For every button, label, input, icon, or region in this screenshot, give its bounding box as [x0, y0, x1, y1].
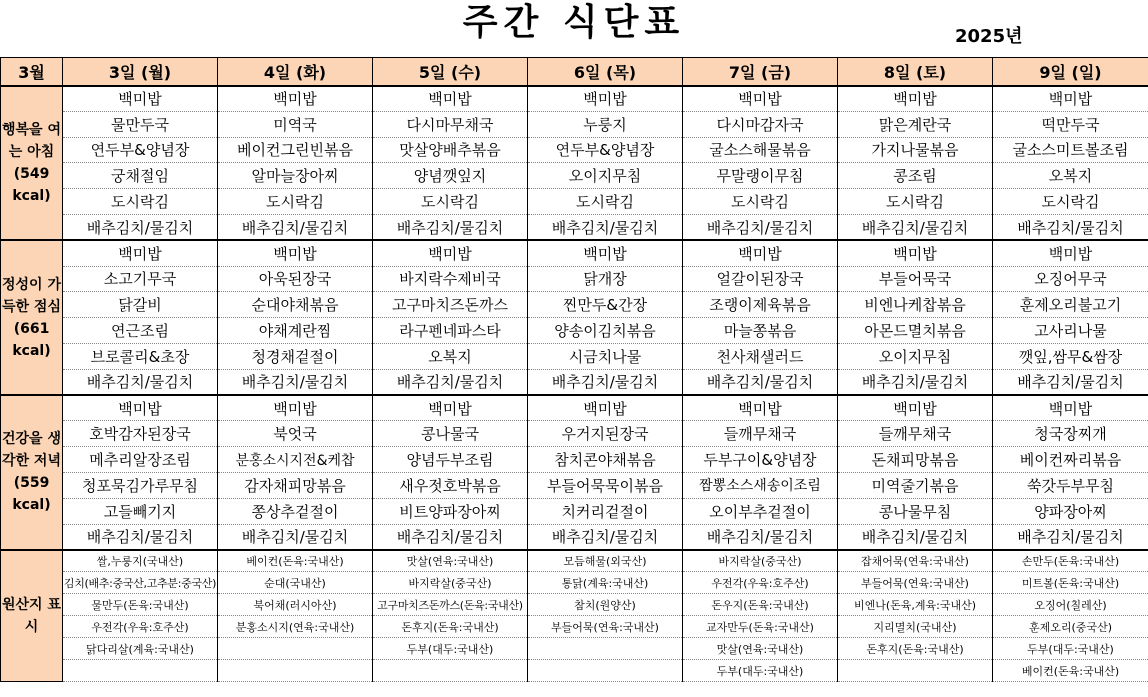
breakfast-item: 도시락김	[63, 189, 218, 215]
origin-item: 닭다리살(계육:국내산)	[63, 638, 218, 660]
lunch-row	[1, 343, 1148, 369]
breakfast-item: 배추김치/물김치	[63, 214, 218, 240]
breakfast-row	[1, 214, 1148, 240]
dinner-row	[1, 524, 1148, 550]
day-header: 9일 (일)	[993, 58, 1148, 86]
dinner-item: 콩나물무침	[838, 498, 993, 524]
origin-row	[1, 594, 1148, 616]
breakfast-item: 알마늘장아찌	[218, 163, 373, 189]
breakfast-item: 백미밥	[993, 86, 1148, 112]
lunch-item: 고구마치즈돈까스	[373, 292, 528, 318]
origin-item: 손만두(돈육:국내산)	[993, 550, 1148, 572]
dinner-item: 양파장아찌	[993, 498, 1148, 524]
breakfast-item: 배추김치/물김치	[373, 214, 528, 240]
day-header: 8일 (토)	[838, 58, 993, 86]
breakfast-item: 연두부&양념장	[63, 137, 218, 163]
breakfast-item: 물만두국	[63, 111, 218, 137]
dinner-item: 백미밥	[373, 395, 528, 421]
breakfast-item: 백미밥	[838, 86, 993, 112]
breakfast-item: 가지나물볶음	[838, 137, 993, 163]
dinner-item: 배추김치/물김치	[528, 524, 683, 550]
breakfast-item: 배추김치/물김치	[838, 214, 993, 240]
lunch-item: 백미밥	[63, 240, 218, 266]
breakfast-item: 배추김치/물김치	[218, 214, 373, 240]
origin-row	[1, 638, 1148, 660]
origin-item: 비엔나(돈육,계육:국내산)	[838, 594, 993, 616]
origin-item: 참치(원양산)	[528, 594, 683, 616]
origin-item: 우전각(우육:호주산)	[63, 616, 218, 638]
origin-item	[218, 638, 373, 660]
breakfast-item: 백미밥	[373, 86, 528, 112]
origin-item: 바지락살(중국산)	[373, 572, 528, 594]
breakfast-item: 다시마감자국	[683, 111, 838, 137]
origin-row	[1, 550, 1148, 572]
lunch-item: 배추김치/물김치	[838, 369, 993, 395]
lunch-row	[1, 240, 1148, 266]
lunch-item: 배추김치/물김치	[373, 369, 528, 395]
dinner-item: 부들어묵묵이볶음	[528, 472, 683, 498]
breakfast-item: 무말랭이무침	[683, 163, 838, 189]
lunch-row	[1, 369, 1148, 395]
lunch-item: 깻잎,쌈무&쌈장	[993, 343, 1148, 369]
lunch-item: 브로콜리&초장	[63, 343, 218, 369]
lunch-item: 순대야채볶음	[218, 292, 373, 318]
origin-item: 오징어(칠레산)	[993, 594, 1148, 616]
lunch-item: 백미밥	[993, 240, 1148, 266]
origin-item: 잡채어묵(연육:국내산)	[838, 550, 993, 572]
dinner-item: 백미밥	[993, 395, 1148, 421]
lunch-item: 아욱된장국	[218, 266, 373, 292]
dinner-item: 고들빼기지	[63, 498, 218, 524]
dinner-item: 새우젓호박볶음	[373, 472, 528, 498]
lunch-item: 얼갈이된장국	[683, 266, 838, 292]
lunch-item: 라구펜네파스타	[373, 318, 528, 344]
dinner-item: 오이부추겉절이	[683, 498, 838, 524]
dinner-item: 미역줄기볶음	[838, 472, 993, 498]
dinner-item: 쑥갓두부무침	[993, 472, 1148, 498]
breakfast-item: 배추김치/물김치	[683, 214, 838, 240]
breakfast-row	[1, 163, 1148, 189]
origin-item: 미트볼(돈육:국내산)	[993, 572, 1148, 594]
dinner-item: 청포묵김가루무침	[63, 472, 218, 498]
lunch-item: 백미밥	[683, 240, 838, 266]
origin-item: 분홍소시지(연육:국내산)	[218, 616, 373, 638]
lunch-item: 시금치나물	[528, 343, 683, 369]
dinner-label: 건강을 생각한 저녁 (559 kcal)	[1, 395, 63, 550]
breakfast-item: 굴소스해물볶음	[683, 137, 838, 163]
dinner-item: 참치콘야채볶음	[528, 447, 683, 473]
lunch-item: 배추김치/물김치	[683, 369, 838, 395]
dinner-item: 베이컨짜리볶음	[993, 447, 1148, 473]
lunch-item: 바지락수제비국	[373, 266, 528, 292]
lunch-item: 백미밥	[373, 240, 528, 266]
lunch-item: 백미밥	[218, 240, 373, 266]
origin-item: 통닭(계육:국내산)	[528, 572, 683, 594]
breakfast-item: 도시락김	[218, 189, 373, 215]
lunch-item: 천사채샐러드	[683, 343, 838, 369]
lunch-item: 배추김치/물김치	[218, 369, 373, 395]
breakfast-item: 백미밥	[528, 86, 683, 112]
origin-item: 바지락살(중국산)	[683, 550, 838, 572]
dinner-item: 치커리겉절이	[528, 498, 683, 524]
breakfast-row	[1, 189, 1148, 215]
lunch-item: 소고기무국	[63, 266, 218, 292]
dinner-row	[1, 498, 1148, 524]
dinner-item: 백미밥	[683, 395, 838, 421]
dinner-item: 배추김치/물김치	[63, 524, 218, 550]
lunch-item: 비엔나케찹볶음	[838, 292, 993, 318]
lunch-item: 양송이김치볶음	[528, 318, 683, 344]
dinner-item: 우거지된장국	[528, 421, 683, 447]
breakfast-item: 양념깻잎지	[373, 163, 528, 189]
origin-item: 모듬해물(외국산)	[528, 550, 683, 572]
dinner-item: 백미밥	[528, 395, 683, 421]
lunch-item: 연근조림	[63, 318, 218, 344]
dinner-row	[1, 447, 1148, 473]
lunch-item: 백미밥	[528, 240, 683, 266]
breakfast-item: 연두부&양념장	[528, 137, 683, 163]
origin-item: 부들어묵(연육:국내산)	[528, 616, 683, 638]
breakfast-item: 도시락김	[993, 189, 1148, 215]
lunch-item: 오징어무국	[993, 266, 1148, 292]
dinner-item: 백미밥	[63, 395, 218, 421]
page-title: 주간 식단표	[462, 2, 686, 43]
breakfast-item: 콩조림	[838, 163, 993, 189]
dinner-item: 배추김치/물김치	[683, 524, 838, 550]
breakfast-item: 누룽지	[528, 111, 683, 137]
dinner-item: 메추리알장조림	[63, 447, 218, 473]
lunch-item: 조랭이제육볶음	[683, 292, 838, 318]
dinner-item: 들깨무채국	[683, 421, 838, 447]
origin-item: 돈후지(돈육:국내산)	[838, 638, 993, 660]
dinner-item: 청국장찌개	[993, 421, 1148, 447]
origin-item: 훈제오리(중국산)	[993, 616, 1148, 638]
origin-item: 돈우지(돈육:국내산)	[683, 594, 838, 616]
dinner-row	[1, 395, 1148, 421]
breakfast-item: 백미밥	[63, 86, 218, 112]
breakfast-row	[1, 137, 1148, 163]
origin-item: 순대(국내산)	[218, 572, 373, 594]
origin-item: 두부(대두:국내산)	[683, 660, 838, 682]
origin-item: 쌀,누룽지(국내산)	[63, 550, 218, 572]
dinner-item: 두부구이&양념장	[683, 447, 838, 473]
breakfast-item: 맛살양배추볶음	[373, 137, 528, 163]
dinner-item: 분홍소시지전&케찹	[218, 447, 373, 473]
lunch-item: 아몬드멸치볶음	[838, 318, 993, 344]
origin-item	[528, 638, 683, 660]
breakfast-item: 굴소스미트볼조림	[993, 137, 1148, 163]
dinner-item: 백미밥	[838, 395, 993, 421]
origin-item	[528, 660, 683, 682]
origin-row	[1, 616, 1148, 638]
origin-item: 부들어묵(연육:국내산)	[838, 572, 993, 594]
breakfast-item: 오이지무침	[528, 163, 683, 189]
breakfast-item: 맑은계란국	[838, 111, 993, 137]
origin-item: 물만두(돈육:국내산)	[63, 594, 218, 616]
dinner-item: 비트양파장아찌	[373, 498, 528, 524]
lunch-row	[1, 318, 1148, 344]
breakfast-item: 배추김치/물김치	[993, 214, 1148, 240]
breakfast-item: 베이컨그린빈볶음	[218, 137, 373, 163]
dinner-item: 호박감자된장국	[63, 421, 218, 447]
origin-item: 맛살(연육:국내산)	[373, 550, 528, 572]
origin-item: 김치(배추:중국산,고추분:중국산)	[63, 572, 218, 594]
lunch-item: 부들어묵국	[838, 266, 993, 292]
origin-item	[63, 660, 218, 682]
breakfast-item: 도시락김	[528, 189, 683, 215]
origin-item: 지리멸치(국내산)	[838, 616, 993, 638]
dinner-item: 백미밥	[218, 395, 373, 421]
day-header: 6일 (목)	[528, 58, 683, 86]
dinner-item: 양념두부조림	[373, 447, 528, 473]
origin-item: 우전각(우육:호주산)	[683, 572, 838, 594]
origin-row	[1, 572, 1148, 594]
breakfast-item: 백미밥	[218, 86, 373, 112]
lunch-row	[1, 292, 1148, 318]
lunch-item: 야채계란찜	[218, 318, 373, 344]
year-label: 2025년	[955, 26, 1023, 47]
lunch-item: 찐만두&간장	[528, 292, 683, 318]
breakfast-item: 오복지	[993, 163, 1148, 189]
origin-item: 베이컨(돈육:국내산)	[993, 660, 1148, 682]
origin-item: 교자만두(돈육:국내산)	[683, 616, 838, 638]
dinner-item: 돈채피망볶음	[838, 447, 993, 473]
origin-item: 베이컨(돈육:국내산)	[218, 550, 373, 572]
breakfast-item: 떡만두국	[993, 111, 1148, 137]
menu-table	[0, 57, 1148, 682]
lunch-item: 백미밥	[838, 240, 993, 266]
breakfast-item: 궁채절임	[63, 163, 218, 189]
lunch-row	[1, 266, 1148, 292]
lunch-item: 청경채겉절이	[218, 343, 373, 369]
origin-item	[838, 660, 993, 682]
header-row	[1, 58, 1148, 86]
dinner-item: 배추김치/물김치	[993, 524, 1148, 550]
origin-item	[218, 660, 373, 682]
origin-label: 원산지 표시	[1, 550, 63, 682]
day-header: 4일 (화)	[218, 58, 373, 86]
breakfast-item: 도시락김	[838, 189, 993, 215]
breakfast-row	[1, 111, 1148, 137]
dinner-item: 북엇국	[218, 421, 373, 447]
dinner-row	[1, 472, 1148, 498]
breakfast-item: 도시락김	[373, 189, 528, 215]
dinner-item: 배추김치/물김치	[373, 524, 528, 550]
dinner-item: 감자채피망볶음	[218, 472, 373, 498]
breakfast-item: 도시락김	[683, 189, 838, 215]
lunch-item: 훈제오리불고기	[993, 292, 1148, 318]
lunch-item: 닭갈비	[63, 292, 218, 318]
lunch-item: 오복지	[373, 343, 528, 369]
breakfast-item: 배추김치/물김치	[528, 214, 683, 240]
breakfast-label: 행복을 여는 아침 (549 kcal)	[1, 86, 63, 241]
origin-item: 두부(대두:국내산)	[373, 638, 528, 660]
origin-item	[373, 660, 528, 682]
origin-item: 고구마치즈돈까스(돈육:국내산)	[373, 594, 528, 616]
lunch-item: 닭개장	[528, 266, 683, 292]
dinner-item: 짬뽕소스새송이조림	[683, 472, 838, 498]
lunch-label: 정성이 가득한 점심 (661 kcal)	[1, 240, 63, 395]
dinner-item: 배추김치/물김치	[838, 524, 993, 550]
day-header: 5일 (수)	[373, 58, 528, 86]
day-header: 7일 (금)	[683, 58, 838, 86]
month-header: 3월	[1, 58, 63, 86]
breakfast-row	[1, 86, 1148, 112]
dinner-item: 배추김치/물김치	[218, 524, 373, 550]
dinner-row	[1, 421, 1148, 447]
lunch-item: 오이지무침	[838, 343, 993, 369]
day-header: 3일 (월)	[63, 58, 218, 86]
dinner-item: 쫑상추겉절이	[218, 498, 373, 524]
lunch-item: 마늘쫑볶음	[683, 318, 838, 344]
lunch-item: 배추김치/물김치	[63, 369, 218, 395]
origin-item: 돈후지(돈육:국내산)	[373, 616, 528, 638]
breakfast-item: 다시마무채국	[373, 111, 528, 137]
origin-row	[1, 660, 1148, 682]
dinner-item: 콩나물국	[373, 421, 528, 447]
origin-item: 북어채(러시아산)	[218, 594, 373, 616]
lunch-item: 고사리나물	[993, 318, 1148, 344]
breakfast-item: 미역국	[218, 111, 373, 137]
breakfast-item: 백미밥	[683, 86, 838, 112]
lunch-item: 배추김치/물김치	[528, 369, 683, 395]
origin-item: 맛살(연육:국내산)	[683, 638, 838, 660]
lunch-item: 배추김치/물김치	[993, 369, 1148, 395]
dinner-item: 들깨무채국	[838, 421, 993, 447]
origin-item: 두부(대두:국내산)	[993, 638, 1148, 660]
